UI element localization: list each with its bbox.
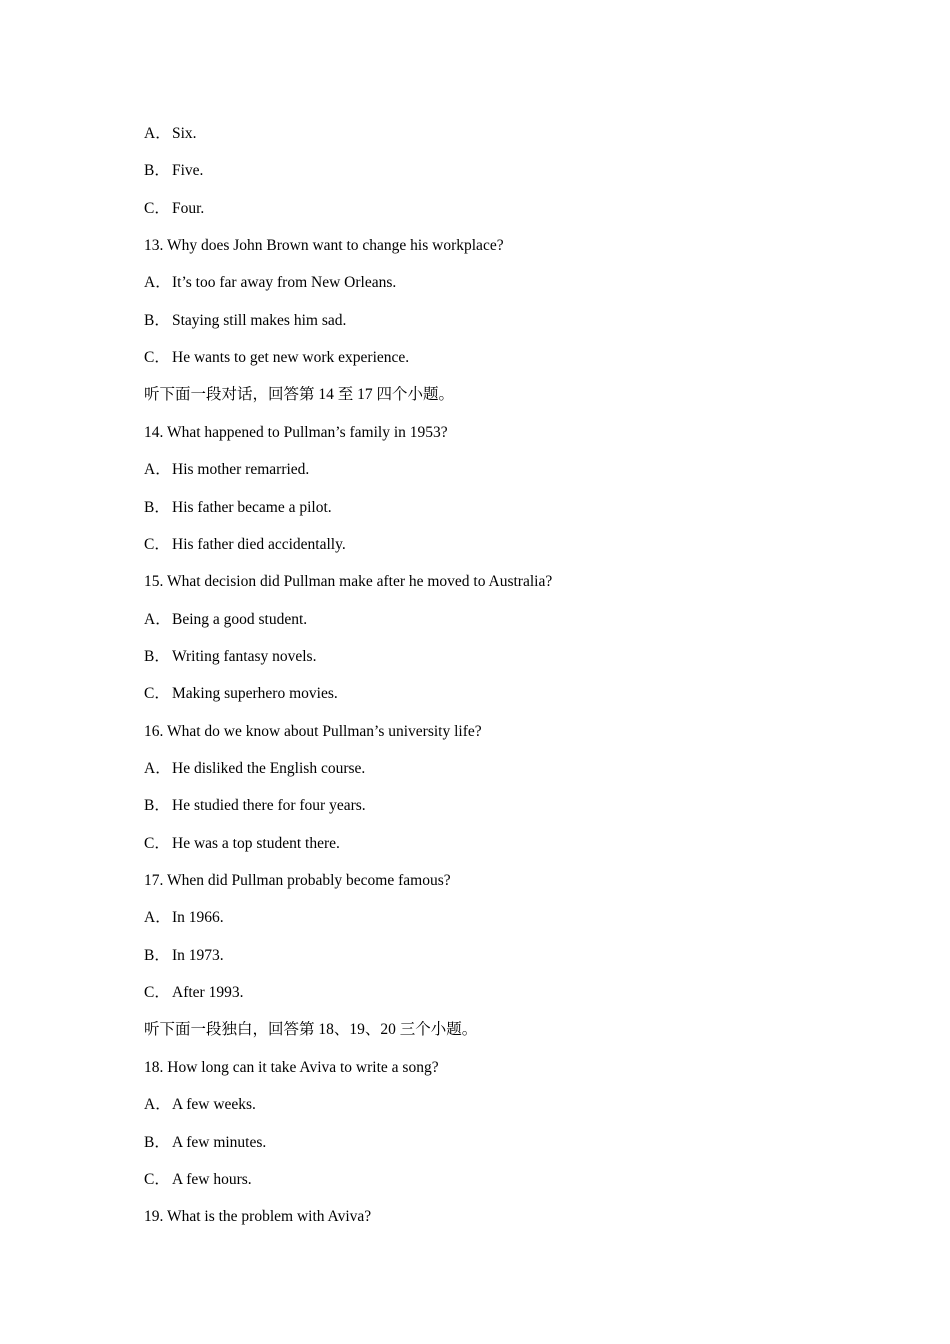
question-text: 18. How long can it take Aviva to write a song? — [144, 1058, 439, 1076]
answer-option — [144, 498, 332, 518]
option-text: His father died accidentally. — [172, 535, 346, 553]
option-letter: C． — [144, 834, 170, 852]
option-text: In 1973. — [172, 946, 224, 964]
answer-option — [144, 647, 316, 667]
option-letter: A． — [144, 461, 171, 479]
option-text: In 1966. — [172, 909, 224, 927]
option-text: Staying still makes him sad. — [172, 311, 347, 329]
option-text: Writing fantasy novels. — [172, 647, 317, 665]
option-letter: A． — [144, 610, 171, 628]
option-letter: B． — [144, 498, 170, 516]
answer-option — [144, 759, 365, 779]
answer-option — [144, 684, 338, 704]
answer-option — [144, 311, 346, 331]
option-text: He wants to get new work experience. — [172, 349, 410, 367]
option-text: A few weeks. — [172, 1096, 256, 1114]
option-text: Making superhero movies. — [172, 685, 338, 703]
option-text: He studied there for four years. — [172, 797, 366, 815]
question-text: 19. What is the problem with Aviva? — [144, 1208, 372, 1226]
answer-option — [144, 1133, 266, 1153]
option-letter: C． — [144, 1170, 170, 1188]
answer-option — [144, 124, 197, 144]
section-instruction: 听下面一段独白，回答第 18、19、20 三个小题。 — [144, 1021, 478, 1039]
option-letter: C． — [144, 535, 170, 553]
option-letter: B． — [144, 162, 170, 180]
option-text: It’s too far away from New Orleans. — [172, 274, 397, 292]
answer-option — [144, 199, 204, 219]
option-letter: B． — [144, 647, 170, 665]
option-letter: C． — [144, 349, 170, 367]
option-text: He disliked the English course. — [172, 760, 366, 777]
option-letter: B． — [144, 797, 170, 815]
option-text: A few hours. — [172, 1170, 252, 1188]
question-text: 14. What happened to Pullman’s family in 1953? — [144, 423, 448, 441]
option-letter: B． — [144, 946, 170, 964]
question-text: 17. When did Pullman probably become famous? — [144, 872, 451, 889]
answer-option — [144, 161, 203, 181]
answer-option — [144, 983, 243, 1003]
option-text: Five. — [172, 162, 204, 180]
option-text: His mother remarried. — [172, 461, 310, 479]
answer-option — [144, 796, 366, 816]
question-text: 16. What do we know about Pullman’s university life? — [144, 722, 482, 740]
section-instruction: 听下面一段对话，回答第 14 至 17 四个小题。 — [144, 386, 455, 404]
option-letter: A． — [144, 274, 171, 292]
option-letter: A． — [144, 125, 171, 142]
question-text: 13. Why does John Brown want to change his workplace? — [144, 237, 504, 255]
option-letter: B． — [144, 311, 170, 329]
answer-option — [144, 460, 309, 480]
answer-option — [144, 946, 224, 966]
option-letter: A． — [144, 1096, 171, 1114]
answer-option — [144, 610, 307, 630]
answer-option — [144, 1095, 256, 1115]
option-text: His father became a pilot. — [172, 498, 332, 516]
option-text: After 1993. — [172, 984, 244, 1002]
answer-option — [144, 348, 409, 368]
option-letter: C． — [144, 685, 170, 703]
option-text: Four. — [172, 199, 205, 217]
option-text: He was a top student there. — [172, 834, 340, 852]
answer-option — [144, 273, 396, 293]
option-letter: B． — [144, 1133, 170, 1151]
answer-option — [144, 834, 340, 854]
option-letter: A． — [144, 909, 171, 927]
answer-option — [144, 535, 346, 555]
option-letter: C． — [144, 199, 170, 217]
answer-option — [144, 1170, 252, 1190]
option-text: Being a good student. — [172, 610, 308, 628]
option-letter: A． — [144, 760, 171, 777]
option-letter: C． — [144, 984, 170, 1002]
answer-option — [144, 908, 224, 928]
question-text: 15. What decision did Pullman make after he moved to Australia? — [144, 573, 553, 591]
option-text: Six. — [172, 125, 197, 142]
option-text: A few minutes. — [172, 1133, 267, 1151]
